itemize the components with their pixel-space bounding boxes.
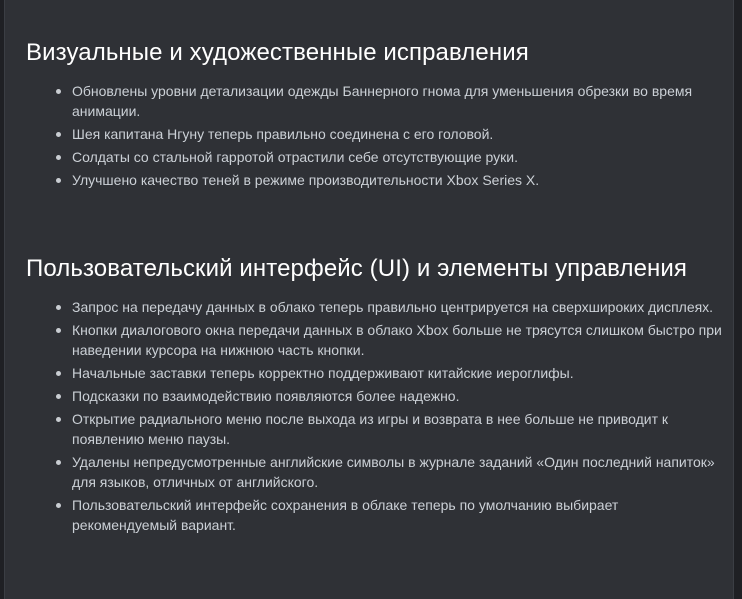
section-visual-fixes <box>26 38 726 193</box>
list-item: Улучшено качество теней в режиме производительности Xbox Series X. <box>72 170 726 190</box>
section-title: Пользовательский интерфейс (UI) и элементы управления <box>26 255 687 282</box>
bullet-list <box>26 81 726 190</box>
section-ui-controls <box>26 254 726 538</box>
list-item: Шея капитана Нгуну теперь правильно соединена с его головой. <box>72 124 726 144</box>
list-item: Обновлены уровни детализации одежды Баннерного гнома для уменьшения обрезки во время анимации. <box>72 81 726 121</box>
list-item: Удалены непредусмотренные английские символы в журнале заданий «Один последний напиток» для языков, отличных от английского. <box>72 452 726 492</box>
list-item: Запрос на передачу данных в облако теперь правильно центрируется на сверхшироких дисплеях. <box>72 297 726 317</box>
section-title: Визуальные и художественные исправления <box>26 39 529 66</box>
patch-notes-panel <box>4 0 734 599</box>
list-item: Открытие радиального меню после выхода из игры и возврата в нее больше не приводит к появлению меню паузы. <box>72 409 726 449</box>
list-item: Солдаты со стальной гарротой отрастили себе отсутствующие руки. <box>72 147 726 167</box>
list-item: Подсказки по взаимодействию появляются более надежно. <box>72 386 726 406</box>
bullet-list <box>26 297 726 535</box>
list-item: Начальные заставки теперь корректно поддерживают китайские иероглифы. <box>72 363 726 383</box>
list-item: Кнопки диалогового окна передачи данных в облако Xbox больше не трясутся слишком быстро при наведении курсора на нижнюю часть кнопки. <box>72 320 726 360</box>
list-item: Пользовательский интерфейс сохранения в облаке теперь по умолчанию выбирает рекомендуемый вариант. <box>72 495 726 535</box>
